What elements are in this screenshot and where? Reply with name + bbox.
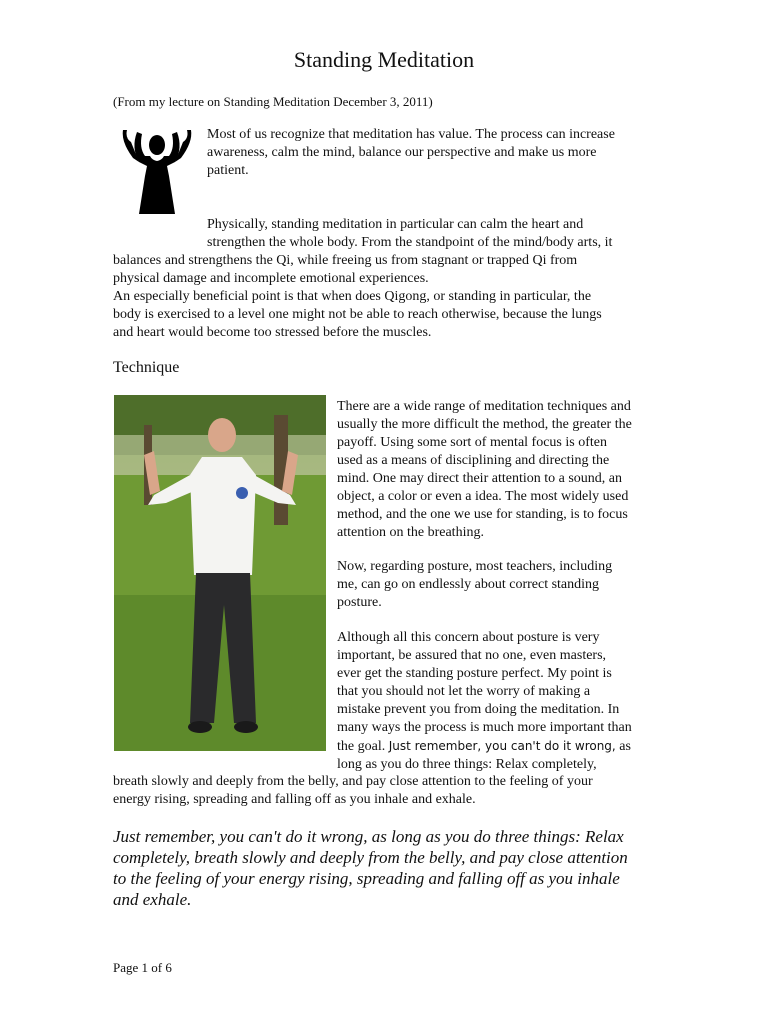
page-number: Page 1 of 6 (113, 960, 172, 975)
text-line: to the feeling of your energy rising, spreading and falling off as you inhale (113, 869, 620, 888)
text-line: mind. One may direct their attention to a sound, an (337, 471, 622, 486)
technique-paragraph-3 (337, 629, 632, 774)
text-line: Most of us recognize that meditation has value. The process can increase (207, 127, 615, 142)
text-line: posture. (337, 595, 382, 610)
text-line: and exhale. (113, 890, 192, 909)
text-line: Now, regarding posture, most teachers, including (337, 559, 613, 574)
text-line: There are a wide range of meditation techniques and (337, 399, 631, 414)
text-line: awareness, calm the mind, balance our perspective and make us more (207, 145, 597, 160)
text-line: patient. (207, 163, 249, 178)
text-line: body is exercised to a level one might not be able to reach otherwise, because the lungs (113, 307, 602, 322)
meditation-silhouette-image (117, 128, 195, 214)
text-line: mistake prevent you from doing the meditation. In (337, 702, 620, 717)
page-title: Standing Meditation (293, 47, 475, 72)
intro-paragraph-3 (113, 288, 602, 342)
intro-paragraph-2a (207, 216, 612, 252)
intro-paragraph-1 (207, 126, 615, 180)
text-fragment: the goal. (337, 739, 389, 754)
text-line: breath slowly and deeply from the belly, and pay close attention to the feeling of your (113, 774, 593, 789)
standing-posture-photo (114, 395, 326, 751)
lecture-note: (From my lecture on Standing Meditation December 3, 2011) (113, 94, 433, 109)
text-line: usually the more difficult the method, the greater the (337, 417, 632, 432)
text-line: used as a means of disciplining and directing the (337, 453, 610, 468)
text-line: many ways the process is much more important than (337, 720, 632, 735)
text-line: that you should not let the worry of making a (337, 684, 591, 699)
text-line: ever get the standing posture perfect. My point is (337, 666, 612, 681)
text-line: balances and strengthens the Qi, while freeing us from stagnant or trapped Qi from (113, 253, 578, 268)
text-line: me, can go on endlessly about correct standing (337, 577, 600, 592)
text-line: long as you do three things: Relax completely, (337, 757, 597, 772)
text-line: attention on the breathing. (337, 525, 484, 540)
text-fragment: as (615, 739, 631, 754)
text-fragment-emphasis: Just remember, you can't do it wrong, (388, 739, 616, 753)
text-line: Physically, standing meditation in particular can calm the heart and (207, 217, 584, 232)
section-heading-technique: Technique (113, 359, 180, 376)
text-line: physical damage and incomplete emotional experiences. (113, 271, 429, 286)
text-line (337, 737, 632, 756)
text-line: object, a color or even a idea. The most widely used (337, 489, 629, 504)
text-line: completely, breath slowly and deeply from the belly, and pay close attention (113, 848, 628, 867)
text-line: payoff. Using some sort of mental focus is often (337, 435, 607, 450)
text-line: and heart would become too stressed before the muscles. (113, 325, 432, 340)
technique-paragraph-1 (337, 398, 632, 542)
text-line: Although all this concern about posture is very (337, 630, 600, 645)
technique-paragraph-3-continued (113, 773, 593, 809)
intro-paragraph-2b (113, 252, 577, 288)
text-line: An especially beneficial point is that when does Qigong, or standing in particular, the (113, 289, 592, 304)
text-line: method, and the one we use for standing, is to focus (337, 507, 628, 522)
text-line: strengthen the whole body. From the standpoint of the mind/body arts, it (207, 235, 613, 250)
text-line: energy rising, spreading and falling off as you inhale and exhale. (113, 792, 476, 807)
text-line: important, be assured that no one, even masters, (337, 648, 607, 663)
pull-quote (113, 826, 653, 910)
text-line: Just remember, you can't do it wrong, as long as you do three things: Relax (113, 827, 624, 846)
technique-paragraph-2 (337, 558, 612, 612)
